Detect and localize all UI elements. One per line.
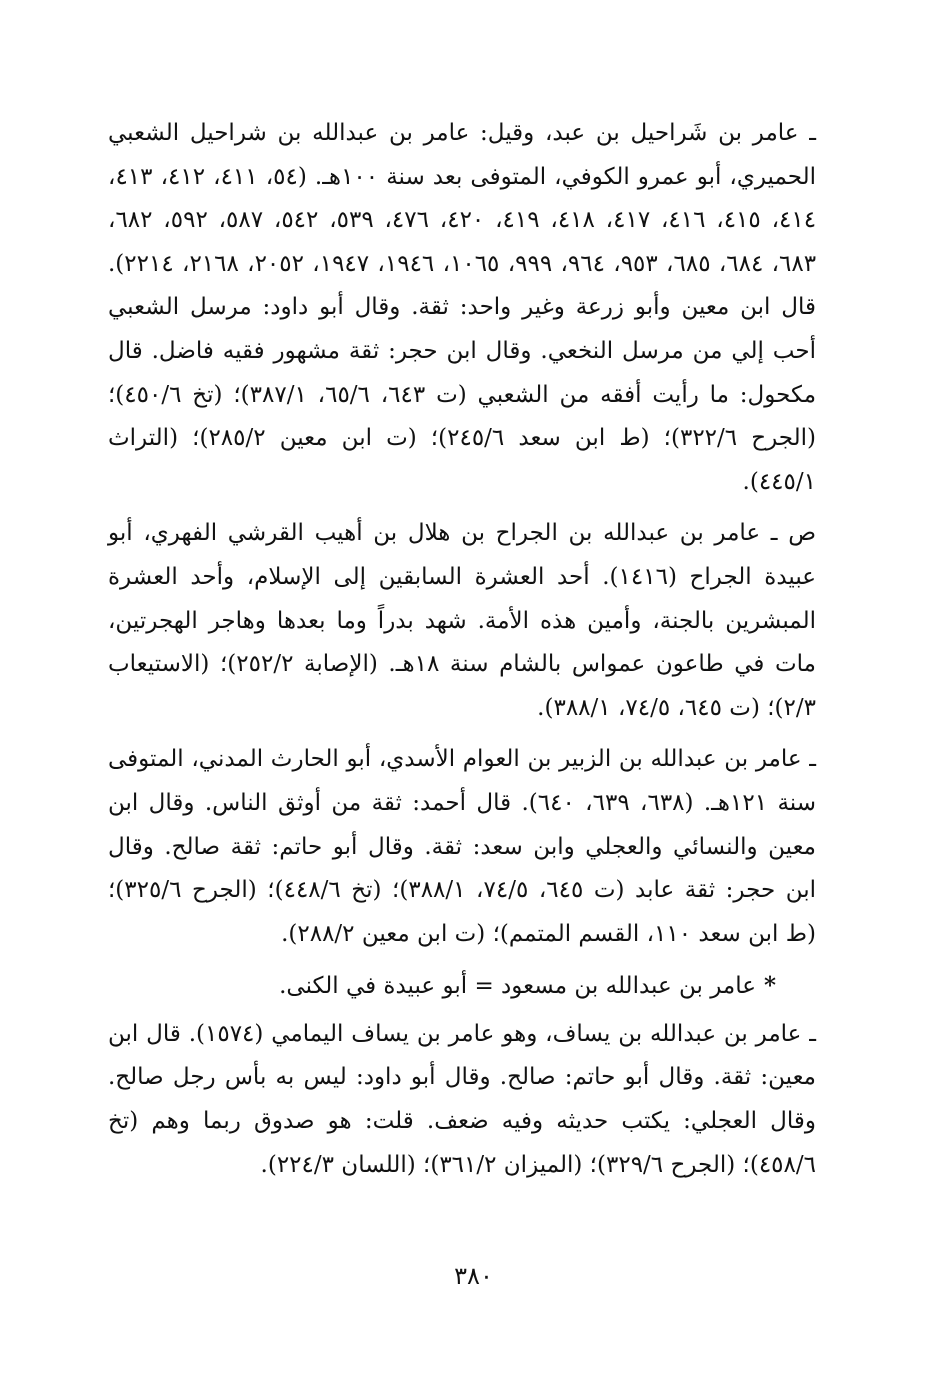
entry-amir-ibn-sharahil: ـ عامر بن شَراحيل بن عبد، وقيل: عامر بن عبدالله بن شراحيل الشعبي الحميري، أبو عمرو الكوفي، المتوفى بعد سنة ١٠٠هـ. (٥٤، ٤١١، ٤١٢، ٤١٣، ٤١٤، ٤١٥، ٤١٦، ٤١٧، ٤١٨، ٤١٩، ٤٢٠، ٤٧٦، ٥٣٩، ٥٤٢، ٥٨٧، ٥٩٢، ٦٨٢، ٦٨٣، ٦٨٤، ٦٨٥، ٩٥٣، ٩٦٤، ٩٩٩، ١٠٦٥، ١٩٤٦، ١٩٤٧، ٢٠٥٢، ٢١٦٨، ٢٢١٤). قال ابن معين وأبو زرعة وغير واحد: ثقة. وقال أبو داود: مرسل الشعبي أحب إلي من مرسل النخعي. وقال ابن حجر: ثقة مشهور فقيه فاضل. قال مكحول: ما رأيت أفقه من الشعبي (ت ٦٤٣، ٦٥/٦، ٣٨٧/١)؛ (تخ ٤٥٠/٦)؛ (الجرح ٣٢٢/٦)؛ (ط ابن سعد ٢٤٥/٦)؛ (ت ابن معين ٢٨٥/٢)؛ (التراث ٤٤٥/١). bbox=[108, 120, 817, 495]
entry-abu-ubaidah-ibn-al-jarrah: ص ـ عامر بن عبدالله بن الجراح بن هلال بن أهيب القرشي الفهري، أبو عبيدة الجراح (١٤١٦). أحد العشرة السابقين إلى الإسلام، وأحد العشرة المبشرين بالجنة، وأمين هذه الأمة. شهد بدراً وما بعدها وهاجر الهجرتين، مات في طاعون عمواس بالشام سنة ١٨هـ. (الإصابة ٢٥٢/٢)؛ (الاستيعاب ٢/٣)؛ (ت ٦٤٥، ٧٤/٥، ٣٨٨/١). bbox=[108, 520, 817, 721]
entry-cross-reference-note bbox=[108, 964, 816, 1009]
entry-amir-ibn-abdullah-ibn-yasaf: ـ عامر بن عبدالله بن يساف، وهو عامر بن يساف اليمامي (١٥٧٤). قال ابن معين: ثقة. وقال أبو حاتم: صالح. وقال أبو داود: ليس به بأس رجل صالح. وقال العجلي: يكتب حديثه وفيه ضعف. قلت: هو صدوق ربما وهم (تخ ٤٥٨/٦)؛ (الجرح ٣٢٩/٦)؛ (الميزان ٣٦١/٢)؛ (اللسان ٢٢٤/٣). bbox=[108, 1020, 816, 1178]
entry-amir-ibn-abdullah-ibn-al-zubair: ـ عامر بن عبدالله بن الزبير بن العوام الأسدي، أبو الحارث المدني، المتوفى سنة ١٢١هـ. (٦٣٨، ٦٣٩، ٦٤٠). قال أحمد: ثقة من أوثق الناس. وقال ابن معين والنسائي والعجلي وابن سعد: ثقة. وقال أبو حاتم: ثقة صالح. وقال ابن حجر: ثقة عابد (ت ٦٤٥، ٧٤/٥، ٣٨٨/١)؛ (تخ ٤٤٨/٦)؛ (الجرح ٣٢٥/٦)؛ (ط ابن سعد ١١٠، القسم المتمم)؛ (ت ابن معين ٢٨٨/٢). bbox=[108, 746, 817, 947]
page-body bbox=[108, 112, 816, 1195]
page-number: ٣٨٠ bbox=[454, 1262, 493, 1290]
star-marker: * bbox=[763, 972, 776, 1000]
cross-reference-text: عامر بن عبدالله بن مسعود = أبو عبيدة في الكنى. bbox=[279, 973, 756, 1000]
